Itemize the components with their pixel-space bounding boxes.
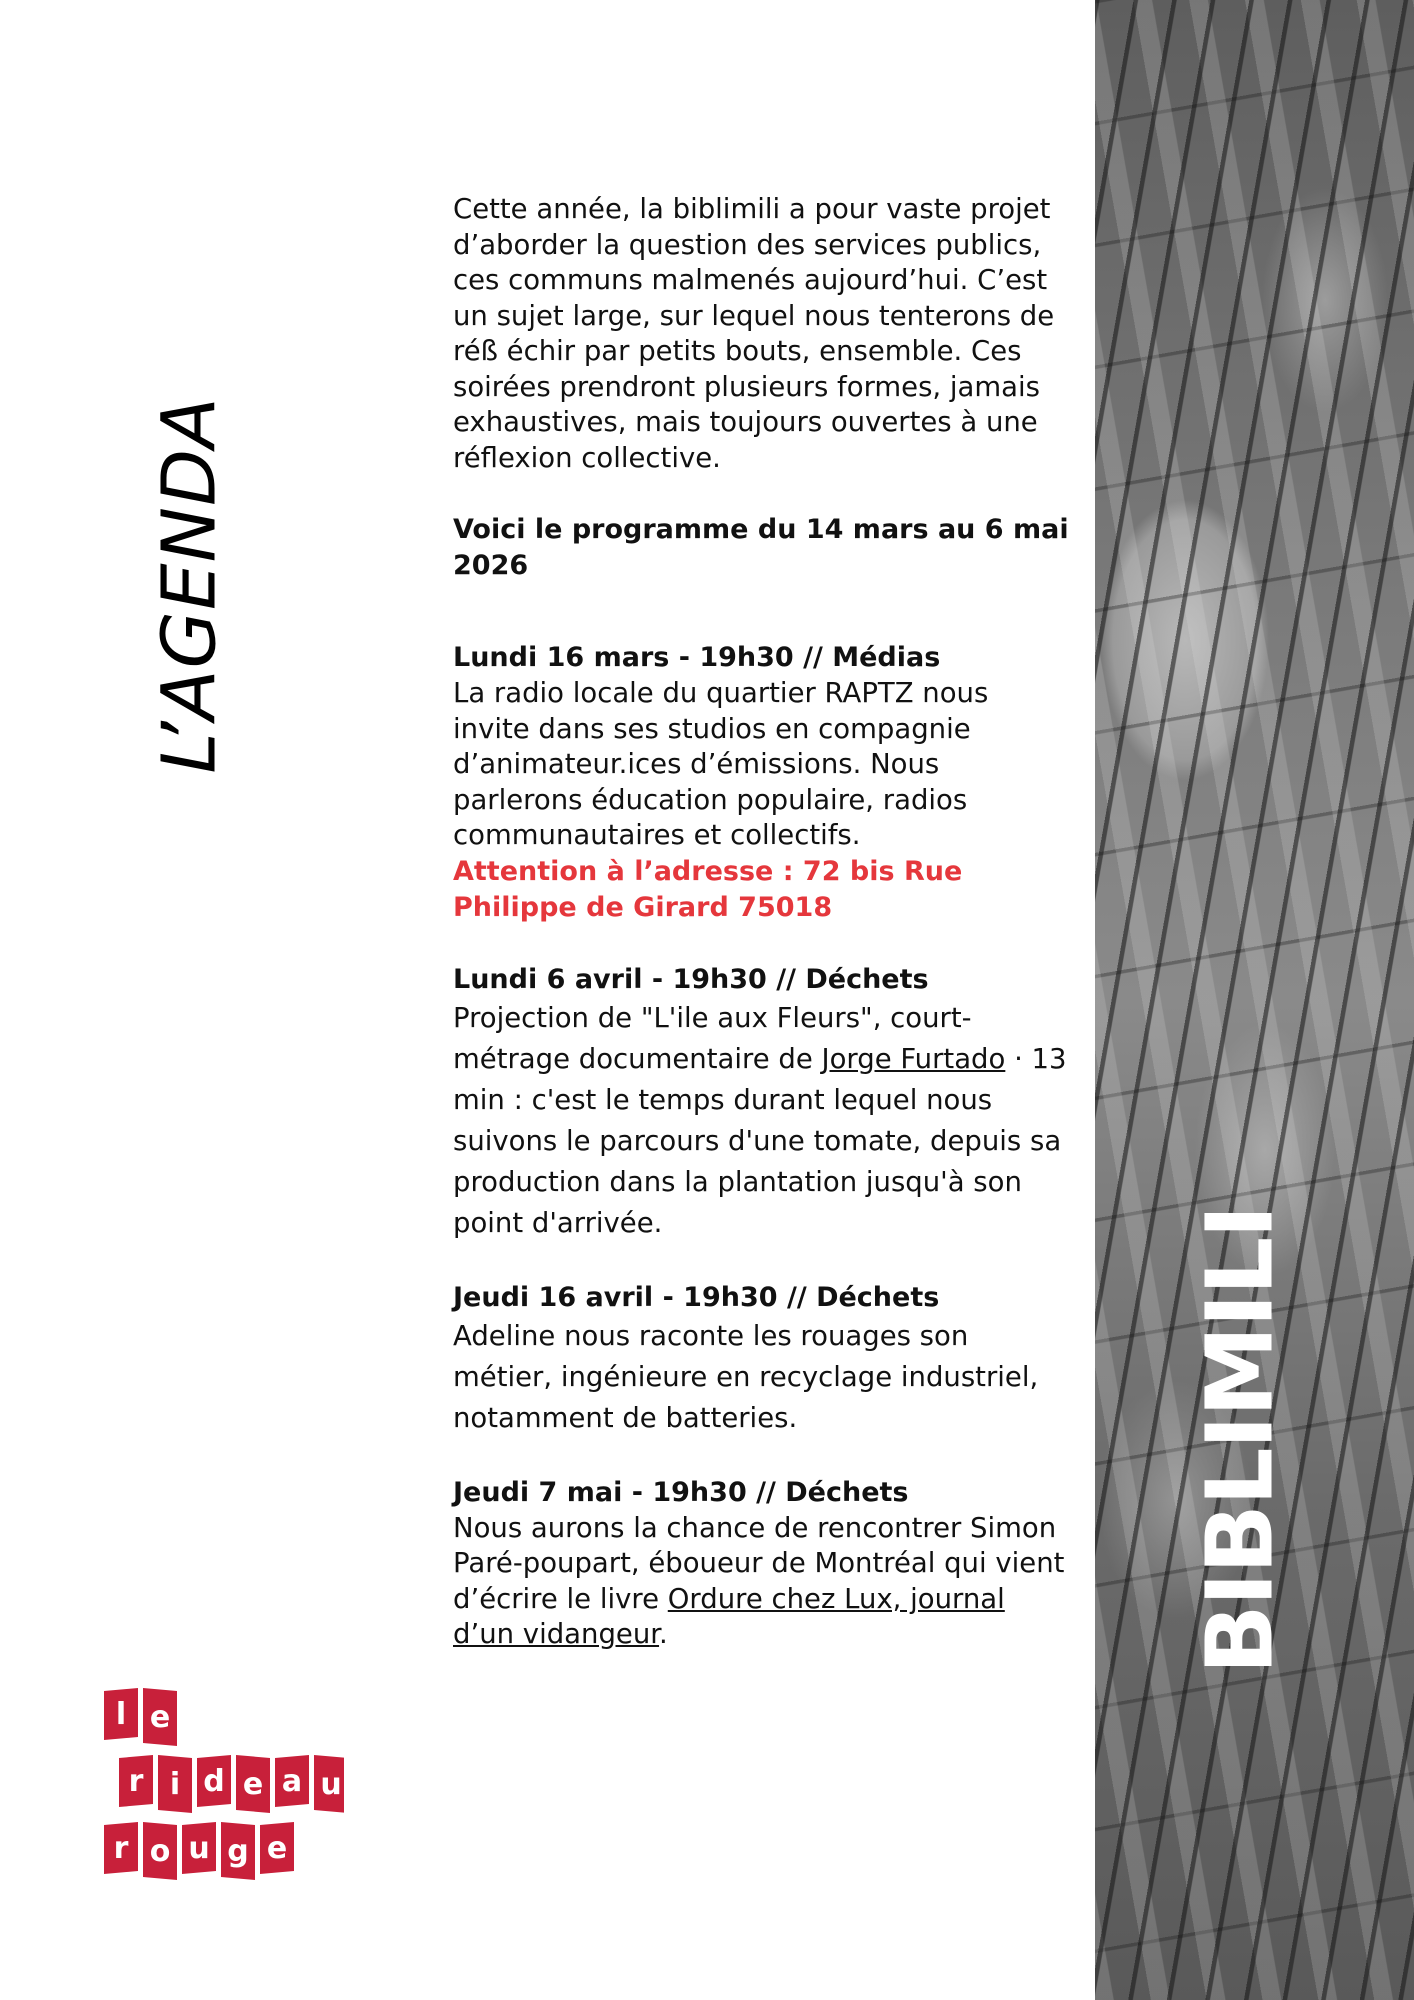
logo-letter-tile [182,1822,216,1874]
logo-letter-tile [158,1755,192,1813]
svg-text:r: r [128,1764,144,1799]
page-title: L’AGENDA [147,396,234,774]
event-description-text: . [659,1618,668,1650]
event-item [453,1475,1073,1653]
logo-letter-tile [236,1755,270,1813]
event-heading: Lundi 16 mars - 19h30 // Médias [453,642,941,673]
logo-letter-tile [314,1755,344,1813]
logo-letter-tile [197,1755,231,1807]
svg-text:d: d [203,1764,225,1799]
event-description: La radio locale du quartier RAPTZ nous invite dans ses studios en compagnie d’animateur.ices d’émissions. Nous parlerons éducation populaire, radios communautaires et collectifs. [453,677,989,851]
logo-letter-tile [104,1688,138,1740]
logo-letter-tile [143,1822,177,1880]
svg-text:r: r [113,1831,129,1866]
event-description-text: Nous aurons la chance de rencontrer Simon Paré-poupart, éboueur de Montréal qui vient d’écrire le livre [453,1511,1065,1615]
event-description [453,998,1073,1244]
event-description: Adeline nous raconte les rouages son métier, ingénieure en recyclage industriel, notamment de batteries. [453,1319,1039,1434]
svg-text:u: u [188,1831,210,1866]
event-item [453,962,1073,1244]
page-title-container [140,360,240,810]
side-title-container [1180,1190,1300,1690]
logo-letter-tile [119,1755,153,1807]
event-heading: Jeudi 7 mai - 19h30 // Déchets [453,1476,909,1508]
logo-letter-tile [275,1755,309,1807]
programme-heading: Voici le programme du 14 mars au 6 mai 2026 [453,514,1069,581]
logo-letter-tile [104,1822,138,1874]
svg-text:e: e [266,1831,288,1866]
svg-text:e: e [242,1767,264,1802]
logo-letter-tile [260,1822,294,1874]
svg-text:i: i [169,1767,181,1802]
event-description [453,1511,1073,1653]
le-rideau-rouge-logo [104,1680,344,1880]
svg-text:l: l [115,1697,127,1732]
director-link[interactable]: Jorge Furtado [821,1042,1006,1075]
address-warning: Attention à l’adresse : 72 bis Rue Philippe de Girard 75018 [453,855,963,923]
book-link[interactable]: Ordure chez Lux, journal d’un vidangeur [453,1582,1005,1650]
event-description-text: Projection de "L'ile aux Fleurs", court-métrage documentaire de [453,1001,972,1075]
event-heading: Jeudi 16 avril - 19h30 // Déchets [453,1281,940,1313]
svg-text:a: a [281,1764,303,1799]
main-content [453,192,1073,1689]
svg-text:u: u [320,1767,342,1802]
event-item [453,1280,1073,1439]
svg-text:o: o [149,1834,171,1869]
intro-paragraph: Cette année, la biblimili a pour vaste projet d’aborder la question des services publics, ces communs malmenés aujourd’hui. C’est un sujet large, sur lequel nous tenterons de réß échir par petits bouts, ensemble. Ces soirées prendront plusieurs formes, jamais exhaustives, mais toujours ouvertes à une réflexion collective. [453,193,1055,474]
stone-wall-image [1095,0,1414,2000]
event-item [453,640,1073,926]
side-title: BIBLIMILI [1186,1206,1294,1674]
logo-letter-tile [143,1688,177,1746]
logo-letter-tile [221,1822,255,1880]
svg-text:g: g [227,1834,249,1869]
svg-text:e: e [149,1700,171,1735]
event-description-text: · 13 min : c'est le temps durant lequel nous suivons le parcours d'une tomate, depuis sa production dans la plantation jusqu'à son point d'arrivée. [453,1042,1067,1239]
event-heading: Lundi 6 avril - 19h30 // Déchets [453,963,929,995]
